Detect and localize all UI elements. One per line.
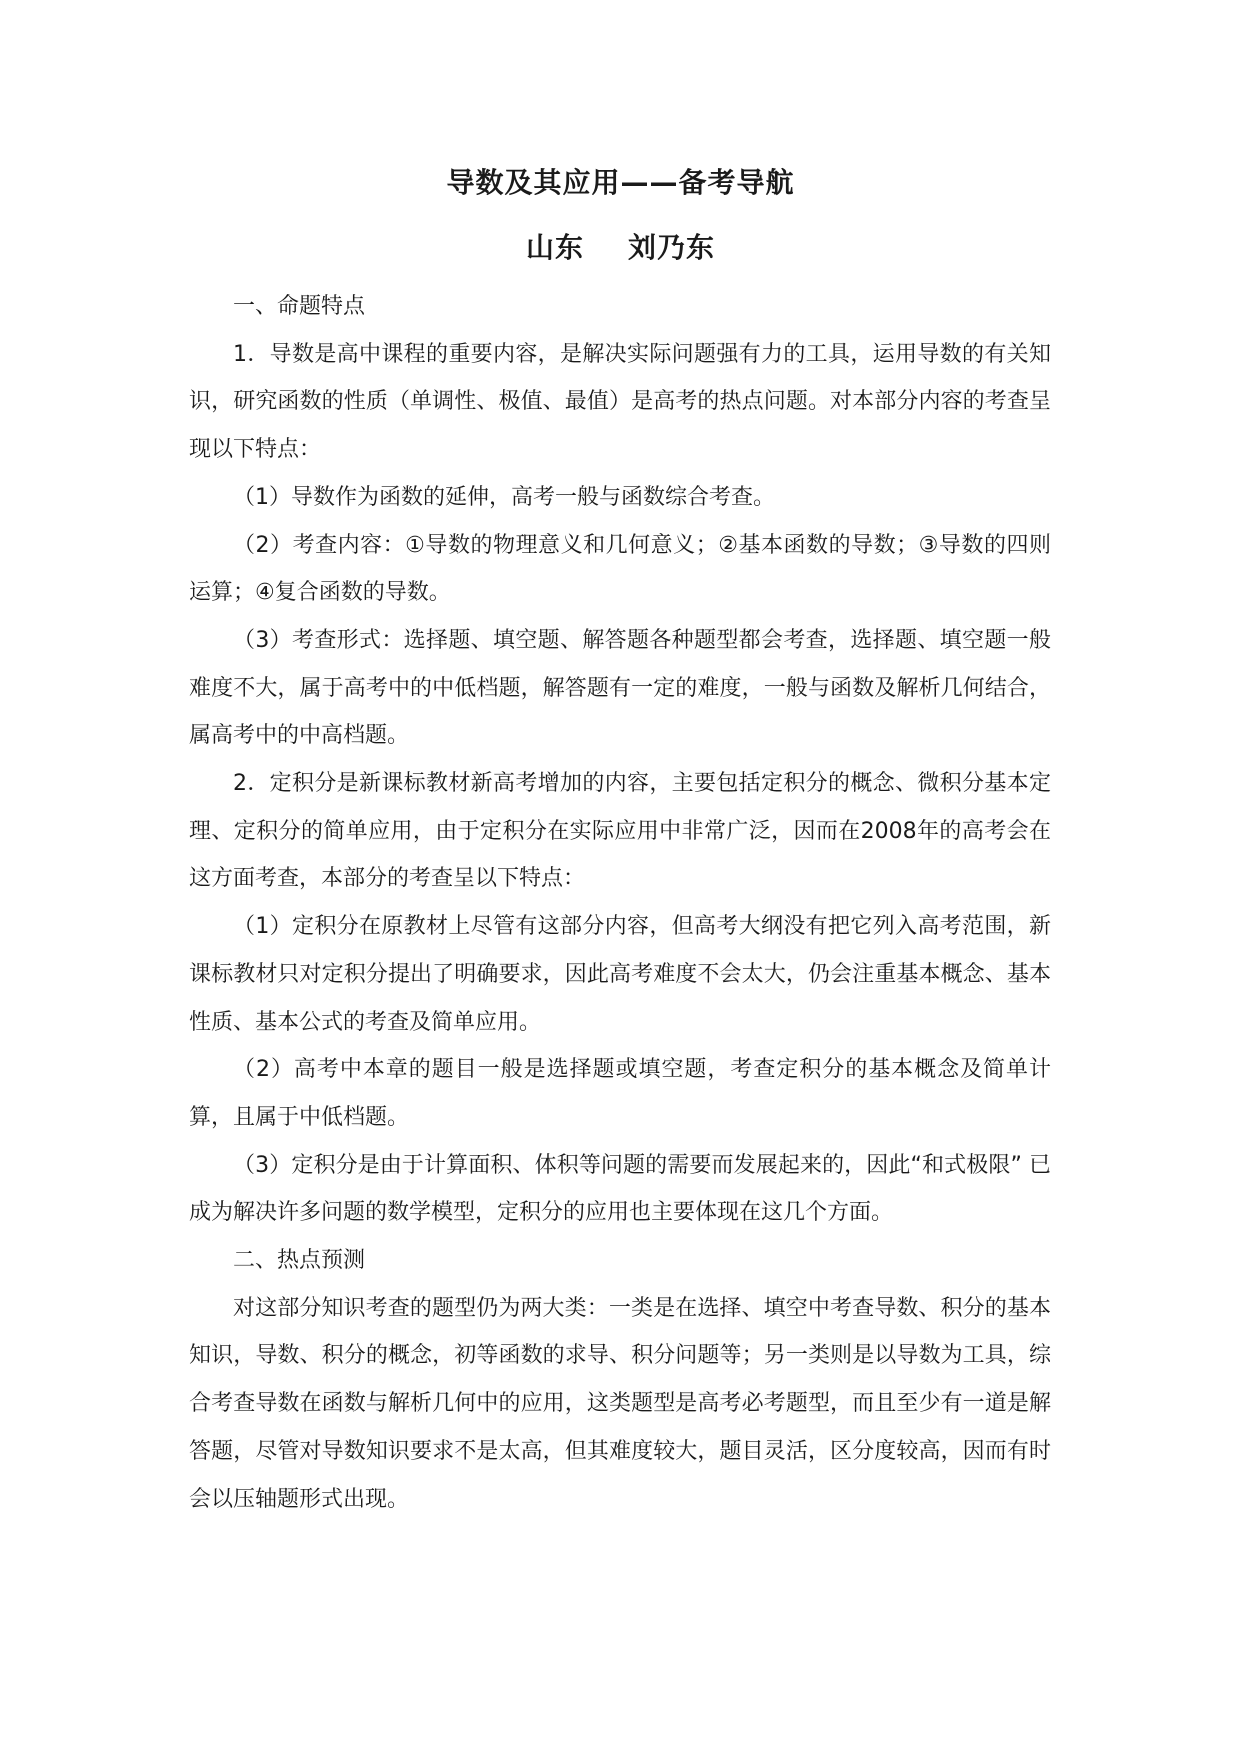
paragraph-2-item-2: （2）高考中本章的题目一般是选择题或填空题，考查定积分的基本概念及简单计算，且属于中低档题。 <box>189 1057 1051 1130</box>
paragraph-2-item-3: （3）定积分是由于计算面积、体积等问题的需要而发展起来的，因此“和式极限” 已成为解决许多问题的数学模型，定积分的应用也主要体现在这几个方面。 <box>189 1152 1051 1226</box>
author-region: 山东 <box>525 231 584 264</box>
paragraph-1-item-3: （3）考查形式：选择题、填空题、解答题各种题型都会考查，选择题、填空题一般难度不大，属于高考中的中低档题，解答题有一定的难度，一般与函数及解析几何结合，属高考中的中高档题。 <box>189 627 1051 749</box>
section-heading-1: 一、命题特点 <box>233 294 366 319</box>
paragraph-3: 对这部分知识考查的题型仍为两大类：一类是在选择、填空中考查导数、积分的基本知识，导数、积分的概念，初等函数的求导、积分问题等；另一类则是以导数为工具，综合考查导数在函数与解析几何中的应用，这类题型是高考必考题型，而且至少有一道是解答题，尽管对导数知识要求不是太高，但其难度较大，题目灵活，区分度较高，因而有时会以压轴题形式出现。 <box>189 1295 1051 1512</box>
document-body <box>189 283 1051 1523</box>
section-heading-2: 二、热点预测 <box>233 1248 366 1274</box>
author-line <box>0 228 1241 268</box>
paragraph-2: 2．定积分是新课标教材新高考增加的内容，主要包括定积分的概念、微积分基本定理、定积分的简单应用，由于定积分在实际应用中非常广泛，因而在2008年的高考会在这方面考查，本部分的考查呈以下特点： <box>189 771 1051 892</box>
paragraph-1: 1．导数是高中课程的重要内容，是解决实际问题强有力的工具，运用导数的有关知识，研究函数的性质（单调性、极值、最值）是高考的热点问题。对本部分内容的考查呈现以下特点： <box>189 341 1051 463</box>
document-title: 导数及其应用——备考导航 <box>446 166 795 199</box>
paragraph-2-item-1: （1）定积分在原教材上尽管有这部分内容，但高考大纲没有把它列入高考范围，新课标教材只对定积分提出了明确要求，因此高考难度不会太大，仍会注重基本概念、基本性质、基本公式的考查及简单应用。 <box>189 914 1051 1035</box>
paragraph-1-item-1: （1）导数作为函数的延伸，高考一般与函数综合考查。 <box>233 484 775 510</box>
author-name: 刘乃东 <box>628 231 716 264</box>
paragraph-1-item-2: （2）考查内容：①导数的物理意义和几何意义；②基本函数的导数；③导数的四则运算；④复合函数的导数。 <box>189 532 1051 606</box>
